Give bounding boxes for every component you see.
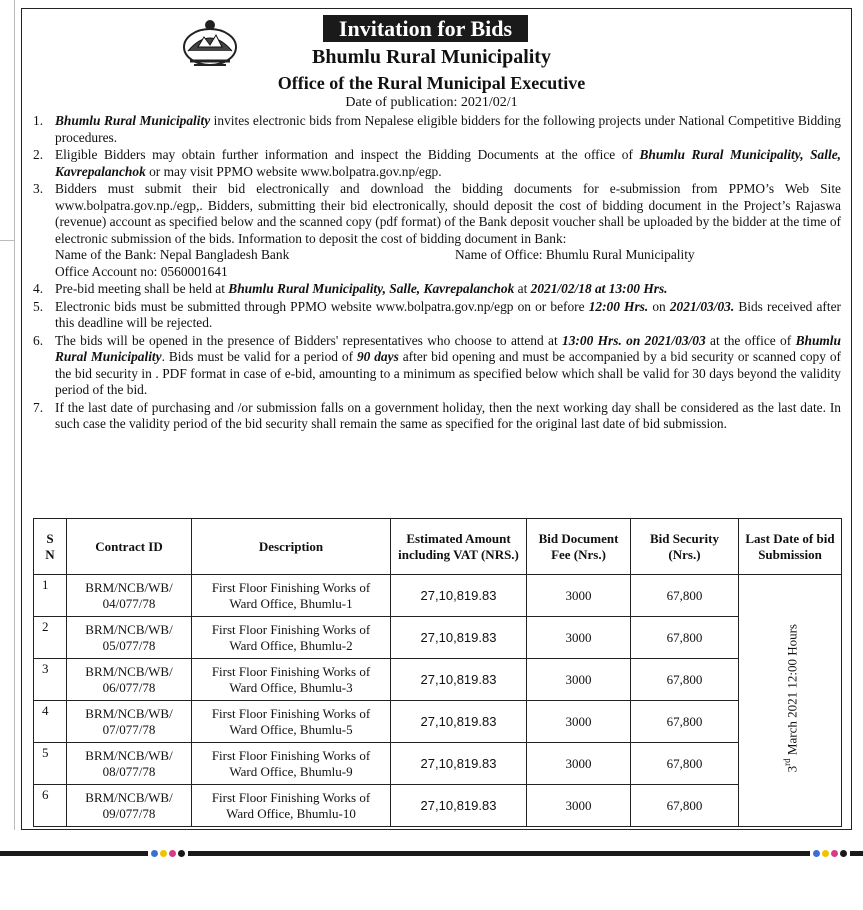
bottom-divider-bar — [0, 851, 863, 856]
black-dot-icon — [840, 850, 847, 857]
blue-dot-icon — [151, 850, 158, 857]
yellow-dot-icon — [822, 850, 829, 857]
organization-name: Bhumlu Rural Municipality — [312, 46, 551, 68]
last-date-cell — [739, 575, 842, 827]
publication-date: Date of publication: 2021/02/1 — [345, 95, 518, 110]
color-dots-right — [810, 849, 850, 858]
list-item: 7. If the last date of purchasing and /or submission falls on a government holiday, then the next working day shall be considered as the last date. In such case the validity period of the bid security shall remain the same as specified for the original last date of bid submission. — [33, 399, 841, 431]
notice-title: Invitation for Bids — [323, 15, 528, 42]
table-row: 1 BRM/NCB/WB/ 04/077/78 First Floor Finishing Works of Ward Office, Bhumlu-1 27,10,819.83 3000 67,800 3rd March 2021 12:00 Hours — [34, 575, 842, 617]
header-document-fee: Bid Document Fee (Nrs.) — [527, 519, 631, 575]
bank-name: Name of the Bank: Nepal Bangladesh Bank — [55, 247, 290, 262]
table-row: 3 BRM/NCB/WB/ 06/077/78 First Floor Finishing Works of Ward Office, Bhumlu-3 27,10,819.83 3000 67,800 — [34, 659, 842, 701]
header-description: Description — [192, 519, 391, 575]
header-estimated-amount: Estimated Amount including VAT (NRS.) — [391, 519, 527, 575]
list-item: 6. The bids will be opened in the presence of Bidders' representatives who choose to attend at 13:00 Hrs. on 2021/03/03 at the office of Bhumlu Rural Municipality. Bids must be valid for a period of 90 days after bid opening and must be accompanied by a bid security or scanned copy of the bid security in . PDF format in case of e-bid, amounting to a minimum as specified below which shall be valid for 30 days beyond the validity period of the bid. — [33, 332, 841, 397]
table-row: 2 BRM/NCB/WB/ 05/077/78 First Floor Finishing Works of Ward Office, Bhumlu-2 27,10,819.83 3000 67,800 — [34, 617, 842, 659]
list-item: 4. Pre-bid meeting shall be held at Bhumlu Rural Municipality, Salle, Kavrepalanchok at 2021/02/18 at 13:00 Hrs. — [33, 281, 668, 296]
pink-dot-icon — [831, 850, 838, 857]
table-row: 4 BRM/NCB/WB/ 07/077/78 First Floor Finishing Works of Ward Office, Bhumlu-5 27,10,819.83 3000 67,800 — [34, 701, 842, 743]
list-item: 3. Bidders must submit their bid electronically and download the bidding documents for e-submission from PPMO’s Web Site www.bolpatra.gov.np./egp,. Bidders, submitting their bid electronically, should deposit the cost of bidding document in the Project’s Rajaswa (revenue) account as specified below and the scanned copy (pdf format) of the Bank deposit voucher shall be uploaded by the bidder at the time of electronic submission of the bids. Information to deposit the cost of bidding document in Bank: Name of the Bank: Nepal Bangladesh Bank Name of Office: Bhumlu Rural Municipality Office Account no: 0560001641 — [33, 181, 841, 279]
office-name-bank: Name of Office: Bhumlu Rural Municipality — [455, 247, 695, 262]
bank-details — [55, 247, 841, 264]
header-bid-security: Bid Security (Nrs.) — [631, 519, 739, 575]
pink-dot-icon — [169, 850, 176, 857]
office-name: Office of the Rural Municipal Executive — [277, 73, 586, 93]
bids-table — [33, 518, 842, 827]
last-date-text: 3rd March 2021 12:00 Hours — [782, 624, 800, 773]
black-dot-icon — [178, 850, 185, 857]
list-item: 5. Electronic bids must be submitted through PPMO website www.bolpatra.gov.np/egp on or before 12:00 Hrs. on 2021/03/03. Bids received after this deadline will be rejected. — [33, 298, 841, 330]
table-header-row — [34, 519, 842, 575]
left-margin-tick — [0, 240, 14, 241]
blue-dot-icon — [813, 850, 820, 857]
list-item: 1. Bhumlu Rural Municipality invites electronic bids from Nepalese eligible bidders for the following projects under National Competitive Bidding procedures. — [33, 113, 841, 145]
table-row: 5 BRM/NCB/WB/ 08/077/78 First Floor Finishing Works of Ward Office, Bhumlu-9 27,10,819.83 3000 67,800 — [34, 743, 842, 785]
yellow-dot-icon — [160, 850, 167, 857]
color-dots-left — [148, 849, 188, 858]
header-last-date: Last Date of bid Submission — [739, 519, 842, 575]
header-sn: S N — [34, 519, 67, 575]
table-row: 6 BRM/NCB/WB/ 09/077/78 First Floor Finishing Works of Ward Office, Bhumlu-10 27,10,819.83 3000 67,800 — [34, 785, 842, 827]
left-page-margin-rule — [0, 0, 15, 830]
list-item: 2. Eligible Bidders may obtain further information and inspect the Bidding Documents at the office of Bhumlu Rural Municipality, Salle, Kavrepalanchok or may visit PPMO website www.bolpatra.gov.np/egp. — [33, 147, 841, 179]
header-contract-id: Contract ID — [67, 519, 192, 575]
instruction-list — [33, 113, 841, 434]
account-number: Office Account no: 0560001641 — [55, 263, 228, 279]
